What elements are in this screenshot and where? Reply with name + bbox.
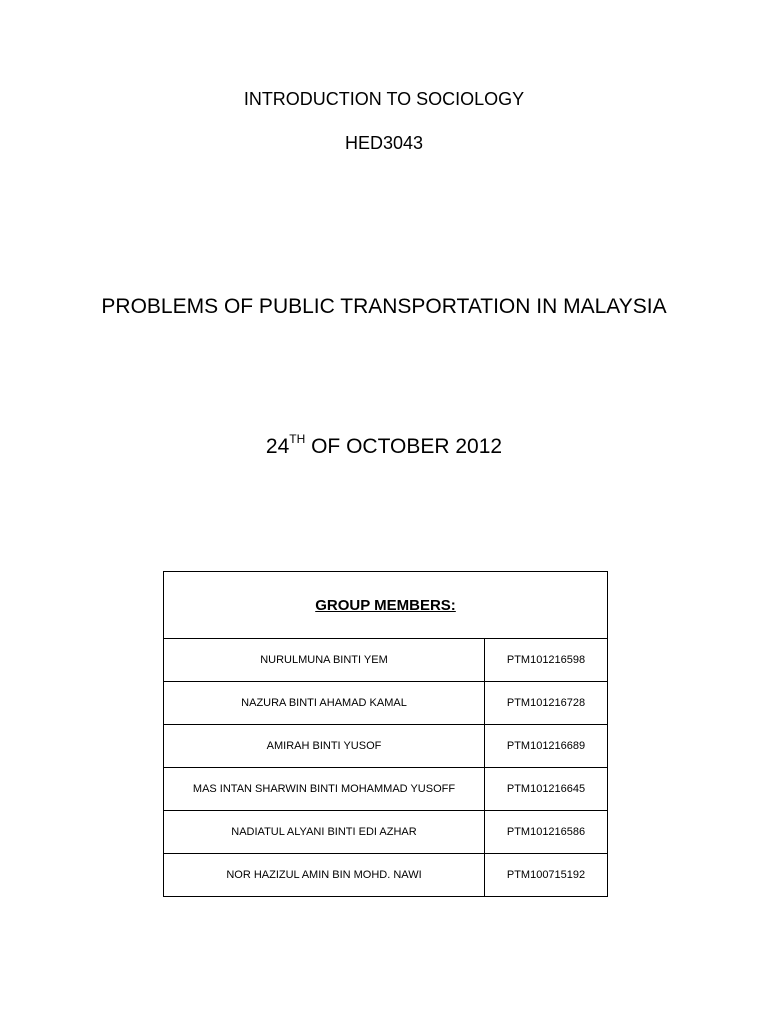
table-row [164, 725, 608, 768]
member-id: PTM101216598 [485, 639, 608, 682]
member-name: MAS INTAN SHARWIN BINTI MOHAMMAD YUSOFF [164, 768, 485, 811]
member-id: PTM101216586 [485, 811, 608, 854]
table-row [164, 639, 608, 682]
member-name: NAZURA BINTI AHAMAD KAMAL [164, 682, 485, 725]
table-row [164, 854, 608, 897]
member-name: AMIRAH BINTI YUSOF [164, 725, 485, 768]
member-id: PTM101216728 [485, 682, 608, 725]
course-code: HED3043 [344, 133, 424, 153]
table-row [164, 811, 608, 854]
date-day: 24 [265, 435, 290, 458]
group-members-table [163, 571, 608, 897]
member-id: PTM101216645 [485, 768, 608, 811]
table-row [164, 682, 608, 725]
member-id: PTM101216689 [485, 725, 608, 768]
course-title: INTRODUCTION TO SOCIOLOGY [243, 89, 525, 109]
table-row [164, 768, 608, 811]
member-name: NADIATUL ALYANI BINTI EDI AZHAR [164, 811, 485, 854]
table-header-row [164, 572, 608, 639]
table-header: GROUP MEMBERS: [164, 572, 608, 639]
report-date [0, 432, 768, 459]
date-month-year: OF OCTOBER 2012 [305, 435, 503, 458]
member-name: NOR HAZIZUL AMIN BIN MOHD. NAWI [164, 854, 485, 897]
member-id: PTM100715192 [485, 854, 608, 897]
report-title: PROBLEMS OF PUBLIC TRANSPORTATION IN MALAYSIA [101, 295, 667, 318]
date-suffix: TH [289, 432, 306, 446]
member-name: NURULMUNA BINTI YEM [164, 639, 485, 682]
